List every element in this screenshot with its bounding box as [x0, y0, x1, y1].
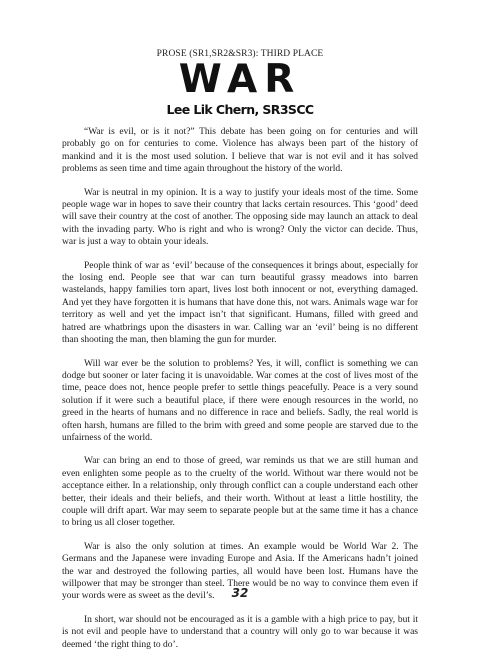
paragraph: “War is evil, or is it not?” This debate has been going on for centuries and will probably go on for centuries to come. Violence has always been part of the history of mankind and it is the most used solution. I believe that war is not evil and it has solved problems as seen time and time again throughout the history of the world. — [62, 127, 418, 175]
category-label: PROSE (SR1,SR2&SR3): THIRD PLACE — [156, 49, 324, 59]
page-title: WAR — [178, 57, 302, 102]
paragraph: In short, war should not be encouraged as it is a gamble with a high price to pay, but it is not evil and people have to understand that a country will only go to war because it was deemed ‘the right thing to do’. — [62, 614, 418, 650]
page-number: 32 — [231, 586, 249, 600]
paragraph: War is also the only solution at times. An example would be World War 2. The Germans and the Japanese were invading Europe and Asia. If the Americans hadn’t joined the war and destroyed the following parties, all would have been lost. Humans have the willpower that may be stronger than steel. There would be no way to convince them even if your words were as sweet as the devil’s. — [62, 541, 418, 602]
paragraph: War can bring an end to those of greed, war reminds us that we are still human and even enlighten some people as to the cruelty of the world. Without war there would not be acceptance either. In a relationship, only through conflict can a couple understand each other better, their ideals and their beliefs, and their worth. Without at least a little hostility, the couple will drift apart. War may seem to separate people but at the same time it has a chance to bring us all closer together. — [62, 456, 418, 529]
paragraph: War is neutral in my opinion. It is a way to justify your ideals most of the time. Some people wage war in hopes to save their country that lacks certain resources. This ‘good’ deed will save their country at the cost of another. The opposing side may launch an attack to deal with the invading party. Who is right and who is wrong? Only the victor can decide. Thus, war is just a way to obtain your ideals. — [62, 187, 418, 248]
author-byline: Lee Lik Chern, SR3SCC — [166, 102, 314, 117]
paragraph: Will war ever be the solution to problems? Yes, it will, conflict is something we can dodge but sooner or later facing it is unavoidable. War comes at the cost of lives most of the time, peace does not, hence people prefer to settle things peacefully. Peace is a very sound solution if it were such a beautiful place, if there were enough resources in the world, no greed in the hearts of humans and no difference in race and beliefs. Sadly, the real world is often harsh, humans are filled to the brim with greed and some people are starved due to the unfairness of the world. — [62, 358, 418, 443]
paragraph: People think of war as ‘evil’ because of the consequences it brings about, especially for the losing end. People see that war can turn beautiful grassy meadows into barren wastelands, happy families torn apart, lives lost both innocent or not, everything damaged. And yet they have forgotten it is humans that have done this, not wars. Animals wage war for territory as well and yet the impact isn’t that significant. Humans, filled with greed and hatred are whatbrings upon the disasters in war. Calling war an ‘evil’ being is no different than shooting the man, then blaming the gun for murder. — [62, 260, 418, 346]
essay-body — [62, 126, 418, 662]
